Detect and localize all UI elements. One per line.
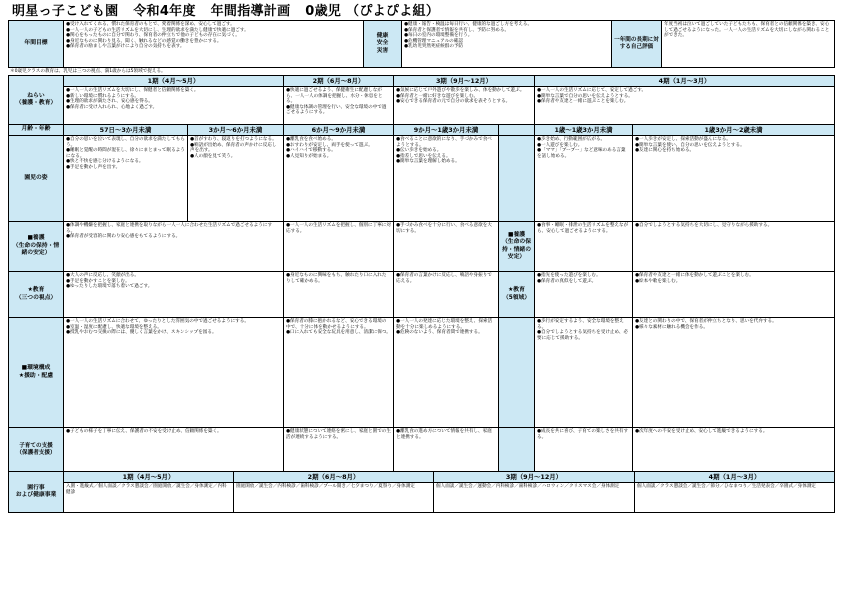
env-col5: ●歩行が安定するよう、安全な環境を整える。 ●自分でしようとする気持ちを受け止め、必要に応じて援助する。 bbox=[535, 318, 633, 428]
aim-term1: ●一人一人の生活リズムを大切にし、保健者と信頼関係を築く。 ●新しい環境に慣れるようにする。 ●生理的欲求が満たされ、安心感を得る。 ●保育者に受け入れられ、心地よく過ごす。 bbox=[64, 87, 284, 125]
events-list1: 入園・進級式／個人面談／クラス懇談会／園庭開放／誕生会／身体測定／内科健診 bbox=[64, 483, 234, 513]
goal-label: 年間目標 bbox=[9, 21, 64, 68]
events-term4: 4期（1月〜3月） bbox=[635, 472, 835, 483]
aim-term3: ●気候に応じて戸外遊びや散歩を楽しみ、体を動かして遊ぶ。 ●保育者と一緒に好きな遊びを楽しむ。 ●安心できる保育者の元で自分の欲求を表そうとする。 bbox=[394, 87, 535, 125]
edu-col5: ●指先を使った遊びを楽しむ。 ●保育者の真似をして遊ぶ。 bbox=[535, 272, 633, 318]
term3-header: 3期（9月〜12月） bbox=[394, 76, 535, 87]
events-list3: 個人面談／誕生会／運動会／内科検診／歯科検診／ハロウィン／クリスマス会／身体測定 bbox=[434, 483, 635, 513]
care-col12: ●体調や機嫌を把握し、家庭と連携を取りながら一人一人に合わせた生活リズムで過ごせるようにする。 ●保育者が受容的に関わり安心感をもてるようにする。 bbox=[64, 222, 284, 272]
family-col5: ●成長を共に喜び、子育ての楽しさを共有する。 bbox=[535, 428, 633, 472]
age-col5: 1歳〜1歳3か月未満 bbox=[535, 125, 633, 136]
care-col4: ●手づかみ食べを十分に行い、食べる意欲を大切にする。 bbox=[394, 222, 499, 272]
term4-header: 4期（1月〜3月） bbox=[535, 76, 835, 87]
family-col3: ●健康状態について連絡を密にし、家庭と園での生活が連続するようにする。 bbox=[284, 428, 394, 472]
edu-label-right: ★教育 （5領域） bbox=[499, 272, 535, 318]
events-list2: 園庭開放／誕生会／内科検診／歯科検診／プール開き／七夕まつり／夏祭り／身体測定 bbox=[234, 483, 434, 513]
env-col12: ●一人一人の生活リズムに合わせて、ゆったりとした雰囲気の中で過ごせるようにする。 ●室温・湿度に配慮し、快適な環境を整える。 ●授乳やおむつ交換の際には、優しく言葉をかけ、スキンシップを図る。 bbox=[64, 318, 284, 428]
events-table bbox=[8, 471, 835, 513]
edu-col3: ●身近なものに興味をもち、触れたり口に入れたりして確かめる。 bbox=[284, 272, 394, 318]
fiscal-year: 令和4年度 bbox=[133, 4, 196, 19]
edu-col4: ●保育者の言葉かけに反応し、喃語や身振りで応える。 bbox=[394, 272, 499, 318]
kids-col4: ●食べることに意欲的になり、手づかみで食べようとする。 ●伝い歩きを始める。 ●指差しで思いを伝える。 ●簡単な言葉を理解し始める。 bbox=[394, 136, 499, 222]
events-label: 園行事 および健康事業 bbox=[9, 472, 64, 513]
kids-label: 園児の姿 bbox=[9, 136, 64, 222]
care-col6: ●自分でしようとする気持ちを大切にし、見守りながら援助する。 bbox=[633, 222, 835, 272]
edu-col12: ●大人の声に反応し、笑顔が出る。 ●手足を動かすことを楽しむ。 ●ゆったりした環境で落ち着いて過ごす。 bbox=[64, 272, 284, 318]
aim-label: ねらい （養護・教育） bbox=[9, 76, 64, 125]
safety-text: ●健康・報告・検温は毎日行い、健康的な過ごし方を考える。 ●保育者と保護者で情報を共有し、予防に努める。 ●毎日の室内の環境整備を行う。 ●危機管理マニュアルの確認 ●乳幼児突然死症候群の予防 bbox=[402, 21, 612, 68]
events-list4: 個人面談／クラス懇談会／誕生会／節分／ひなまつり／生活発表会／卒園式／身体測定 bbox=[635, 483, 835, 513]
events-term2: 2期（6月〜8月） bbox=[234, 472, 434, 483]
family-col12: ●子どもの様子を丁寧に伝え、保護者の不安を受け止め、信頼関係を築く。 bbox=[64, 428, 284, 472]
term2-header: 2期（6月〜8月） bbox=[284, 76, 394, 87]
age-col3: 6か月〜9か月未満 bbox=[284, 125, 394, 136]
kids-col5: ●歩き始め、行動範囲が広がる。 ●一人遊びを楽しむ。 ●「ママ」「ブーブー」など意味のある言葉を話し始める。 bbox=[535, 136, 633, 222]
age-col2: 3か月〜6か月未満 bbox=[188, 125, 284, 136]
events-term1: 1期（4月〜5月） bbox=[64, 472, 234, 483]
care-col3: ●一人一人の生活リズムを把握し、個別に丁寧に対応する。 bbox=[284, 222, 394, 272]
top-table bbox=[8, 20, 835, 68]
events-term3: 3期（9月〜12月） bbox=[434, 472, 635, 483]
kids-col1: ●自分の思いを泣いて表現し、自分の欲求を満たしてもらう。 ●睡眠と覚醒の時間が混在し、徐々にまとまって眠るようになる。 ●快と不快を感じ分けるようになる。 ●手足を動かし声を出す。 bbox=[64, 136, 188, 222]
aim-term4: ●一人一人の生活リズムに応じて、安定して過ごす。 ●簡単な言葉で自分の思いを伝えようとする。 ●保育者や友達と一緒に遊ぶことを楽しむ。 bbox=[535, 87, 835, 125]
doc-name: 年間指導計画 bbox=[210, 4, 291, 19]
family-label: 子育ての支援 （保護者支援） bbox=[9, 428, 64, 472]
age-label: 月齢・年齢 bbox=[9, 125, 64, 136]
family-col6: ●次年度への不安を受け止め、安心して進級できるようにする。 bbox=[633, 428, 835, 472]
eval-label: 一年間の長期に対する自己評価 bbox=[612, 21, 662, 68]
env-col3: ●保育者の膝に抱かれるなど、安心できる環境の中で、十分に体を動かせるようにする。 ●口に入れても安全な玩具を用意し、清潔に保つ。 bbox=[284, 318, 394, 428]
kids-col6: ●一人歩きが安定し、探索活動が盛んになる。 ●簡単な言葉を使い、自分の思いを伝えようとする。 ●友達に関心を持ち始める。 bbox=[633, 136, 835, 222]
care-label: ■養護 （生命の保持・情緒の安定） bbox=[9, 222, 64, 272]
eval-text: 年度当初は泣いて過ごしていた子どもたちも、保育者との信頼関係を築き、安心して過ごせるようになった。一人一人の生活リズムを大切にしながら関わることができた。 bbox=[662, 21, 835, 68]
env-col6: ●友達との関わりの中で、保育者が仲立ちとなり、思いを代弁する。 ●様々な素材に触れる機会を作る。 bbox=[633, 318, 835, 428]
safety-label: 健康 安全 災害 bbox=[364, 21, 402, 68]
family-col4: ●離乳食の進め方について情報を共有し、家庭と連携する。 bbox=[394, 428, 499, 472]
main-table bbox=[8, 75, 835, 472]
age-col1: 57日〜3か月未満 bbox=[64, 125, 188, 136]
note-text: ＊0歳児クラスの教育は、乳児は三つの視点、満1歳からは5領域で捉える。 bbox=[10, 69, 166, 74]
kids-col2: ●首がすわり、寝返りを打つようになる。 ●喃語が出始め、保育者の声かけに反応し声を出す。 ●人の顔を見て笑う。 bbox=[188, 136, 284, 222]
kids-col3: ●離乳食を食べ始める。 ●おすわりが安定し、両手を使って遊ぶ。 ●ハイハイで移動する。 ●人見知りが始まる。 bbox=[284, 136, 394, 222]
term1-header: 1期（4月〜5月） bbox=[64, 76, 284, 87]
goal-text: ●受け入れてくれる、慣れた保育者のもとで、愛着関係を深め、安心して過ごす。 ●一人一人の子どもの生活リズムを大切にし、生理的欲求を満たし健康で快適に過ごす。 ●関心をもったものに自分で関わり、保育者の仲立ちで他の子どもの存在に気づく。 ●身近なものに関わり見る、聞く、触れるなどの感覚の働きを豊かにする。 ●保育者の励ましや言葉がけにより自分の気持ちを表す。 bbox=[64, 21, 364, 68]
org-name: 明星っ子こども園 bbox=[12, 4, 119, 19]
age-col4: 9か月〜1歳3か月未満 bbox=[394, 125, 499, 136]
env-col4: ●一人一人の発達に応じた環境を整え、探索活動を十分に楽しめるようにする。 ●危険のないよう、保育者間で連携する。 bbox=[394, 318, 499, 428]
aim-term2: ●快適に過ごせるよう、保健衛生に配慮しながら、一人一人の体調を把握し、水分・休息をとる。 ●健康な体調の管理を行い、安全な環境の中で過ごせるようにする。 bbox=[284, 87, 394, 125]
care-label-right: ■養護 （生命の保持・情緒の安定） bbox=[499, 222, 535, 272]
edu-label: ★教育 （三つの視点） bbox=[9, 272, 64, 318]
page-title bbox=[12, 4, 834, 20]
care-col5: ●食事・睡眠・排泄の生活リズムを整えながら、安心して過ごせるようにする。 bbox=[535, 222, 633, 272]
age-col6: 1歳3か月〜2歳未満 bbox=[633, 125, 835, 136]
class-name: 0歳児 （ぴよぴよ組） bbox=[305, 4, 440, 19]
env-label: ■環境構成 ★援助・配慮 bbox=[9, 318, 64, 428]
edu-col6: ●保育者や友達と一緒に体を動かして遊ぶことを楽しむ。 ●絵本や歌を楽しむ。 bbox=[633, 272, 835, 318]
